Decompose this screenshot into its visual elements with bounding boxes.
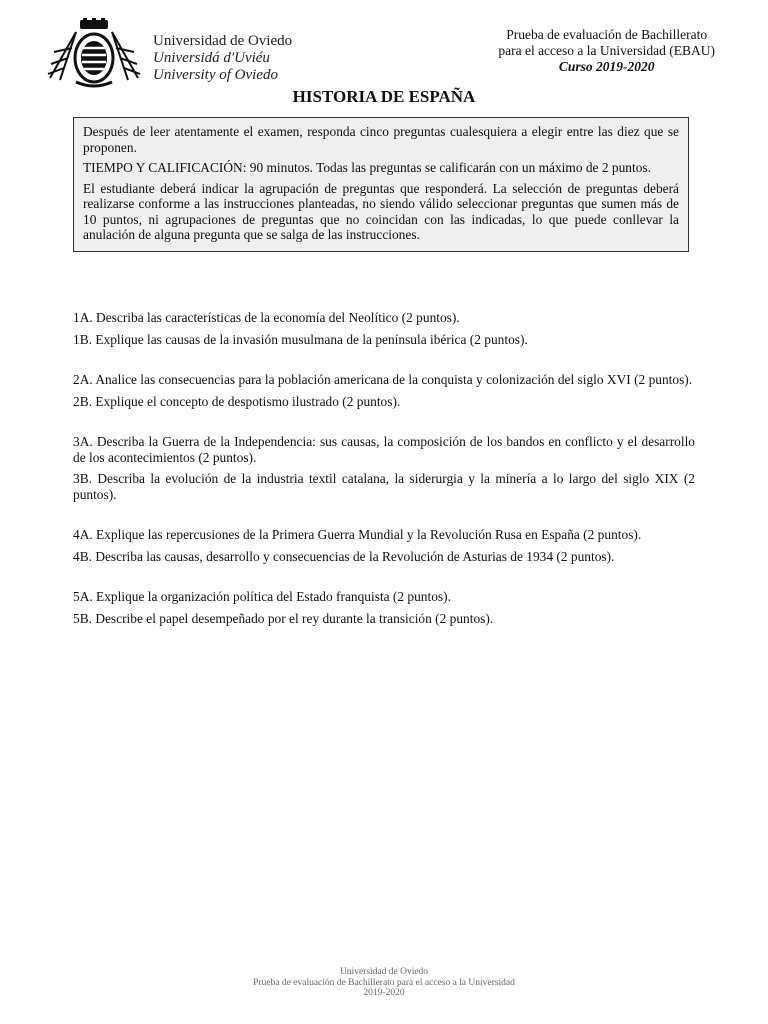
university-name-asturian: Universidá d'Uviéu [153, 50, 270, 66]
question-item: 1A. Describa las características de la economía del Neolítico (2 puntos). [73, 310, 460, 325]
page-title: HISTORIA DE ESPAÑA [292, 87, 476, 106]
question-group [73, 434, 695, 502]
question-item: 3B. Describa la evolución de la industria textil catalana, la siderurgia y la minería a lo largo del siglo XIX (2 puntos). [73, 471, 695, 502]
footer-year: 2019-2020 [363, 988, 405, 998]
university-logo-icon [46, 18, 142, 90]
exam-name-line1: Prueba de evaluación de Bachillerato [506, 27, 708, 42]
question-item: 2A. Analice las consecuencias para la población americana de la conquista y colonización del siglo XVI (2 puntos). [73, 372, 693, 387]
question-list [73, 310, 695, 651]
question-item: 5A. Explique la organización política del Estado franquista (2 puntos). [73, 589, 451, 604]
university-name-english: University of Oviedo [153, 67, 278, 83]
footer-exam-name: Prueba de evaluación de Bachillerato para el acceso a la Universidad [253, 977, 515, 988]
exam-header [498, 27, 715, 75]
instruction-paragraph: El estudiante deberá indicar la agrupación de preguntas que responderá. La selección de preguntas deberá realizarse conforme a las instrucciones planteadas, no siendo válido seleccionar preguntas que sumen más de 10 puntos, ni agrupaciones de preguntas que no coincidan con las indicadas, lo que puede conllevar la anulación de alguna pregunta que se salga de las instrucciones. [83, 180, 679, 242]
question-group [73, 372, 695, 409]
question-group [73, 589, 695, 626]
question-item: 3A. Describa la Guerra de la Independencia: sus causas, la composición de los bandos en conflicto y el desarrollo de los acontecimientos (2 puntos). [73, 434, 695, 465]
instruction-paragraph: Después de leer atentamente el examen, responda cinco preguntas cualesquiera a elegir entre las diez que se proponen. [83, 124, 679, 155]
question-group [73, 310, 695, 347]
question-item: 5B. Describe el papel desempeñado por el rey durante la transición (2 puntos). [73, 610, 494, 626]
question-item: 2B. Explique el concepto de despotismo ilustrado (2 puntos). [73, 393, 401, 409]
instruction-paragraph: TIEMPO Y CALIFICACIÓN: 90 minutos. Todas las preguntas se calificarán con un máximo de 2 puntos. [83, 160, 651, 175]
question-group [73, 527, 695, 564]
question-item: 4B. Describa las causas, desarrollo y consecuencias de la Revolución de Asturias de 1934 (2 puntos). [73, 548, 615, 564]
university-name [153, 33, 292, 84]
course-year: Curso 2019-2020 [558, 59, 655, 74]
exam-name-line2: para el acceso a la Universidad (EBAU) [498, 43, 715, 58]
page-footer [0, 967, 768, 999]
footer-university: Universidad de Oviedo [339, 967, 429, 977]
university-name-spanish: Universidad de Oviedo [153, 33, 293, 49]
question-item: 1B. Explique las causas de la invasión musulmana de la península ibérica (2 puntos). [73, 331, 528, 347]
instructions-box [73, 117, 689, 252]
question-item: 4A. Explique las repercusiones de la Primera Guerra Mundial y la Revolución Rusa en España (2 puntos). [73, 527, 642, 542]
